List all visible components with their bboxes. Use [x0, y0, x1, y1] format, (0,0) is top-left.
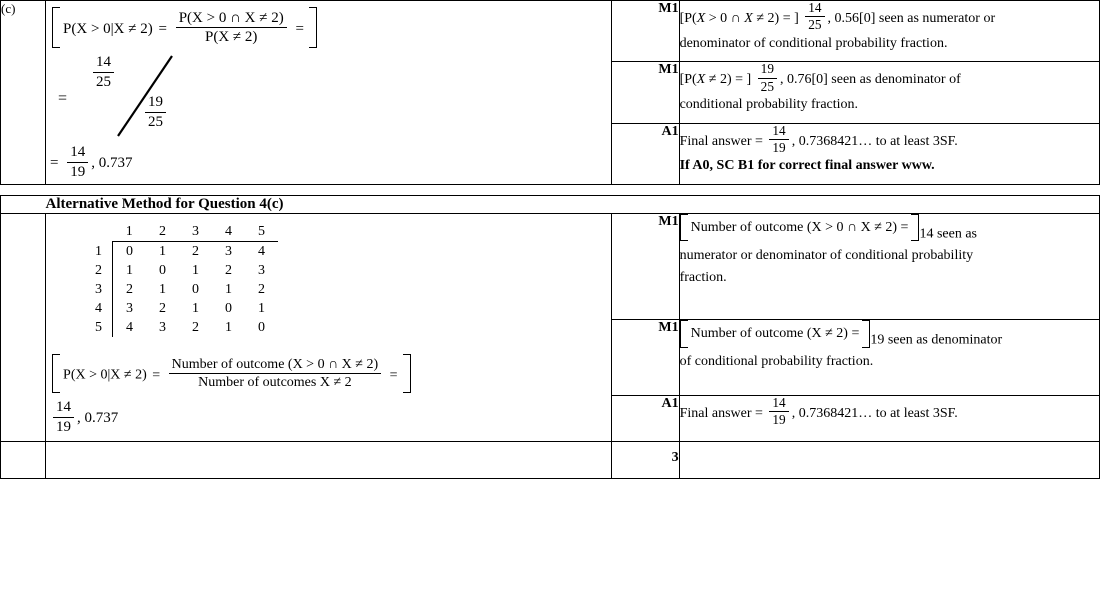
matrix-cell: 4 — [258, 243, 266, 259]
comment-line-1 — [680, 124, 1099, 156]
result-equals: = — [50, 155, 59, 172]
comment-fraction — [769, 124, 788, 156]
comment-tail: , 0.7368421… to at least 3SF. — [791, 405, 958, 421]
mark-code: M1 — [658, 62, 679, 78]
total-label-spacer — [1, 441, 46, 478]
comment-cell — [679, 123, 1099, 184]
alternative-method-table — [0, 195, 1100, 479]
total-comment-spacer — [679, 441, 1099, 478]
alt-count-fraction — [169, 357, 381, 390]
alt-formula-equals: = — [152, 367, 161, 383]
comment-cell — [679, 62, 1099, 123]
matrix-cell: 0 — [192, 281, 200, 297]
comment-prefix: Final answer = — [679, 405, 763, 421]
alt-result-denominator: 19 — [56, 418, 72, 435]
alt-result — [50, 399, 611, 434]
alternative-method-banner: Alternative Method for Question 4(c) — [46, 195, 1100, 213]
matrix-cell: 3 — [258, 262, 266, 278]
row-header: 2 — [95, 262, 103, 278]
compound-upper-numerator: 14 — [93, 54, 114, 72]
total-marks-cell — [611, 441, 679, 478]
column-header: 2 — [146, 222, 179, 242]
table-row — [1, 1, 1100, 62]
comment-prefix: Final answer = — [679, 133, 763, 149]
alt-fraction-denominator: Number of outcomes X ≠ 2 — [198, 375, 352, 391]
total-working-spacer — [46, 441, 612, 478]
comment-tail: , 0.7368421… to at least 3SF. — [791, 133, 958, 149]
comment-line-2: of conditional probability fraction. — [679, 354, 874, 370]
mark-cell — [611, 62, 679, 123]
alt-working-cell — [46, 213, 612, 441]
mark-cell — [611, 123, 679, 184]
alt-result-decimal: 0.737 — [84, 410, 119, 427]
difference-table-row — [82, 318, 278, 337]
comment-line-1 — [680, 62, 1099, 94]
row-header: 4 — [95, 301, 103, 317]
result-numerator: 14 — [67, 144, 88, 162]
conditional-probability-formula — [52, 7, 611, 48]
difference-table-row — [82, 299, 278, 318]
comment-tail: , 0.56[0] seen as numerator or — [827, 11, 996, 27]
matrix-cell: 1 — [159, 243, 167, 259]
comment-line-1 — [680, 214, 1099, 245]
comment-cell — [679, 395, 1099, 441]
matrix-cell: 2 — [192, 320, 200, 336]
left-bracket-icon — [680, 320, 688, 348]
compound-upper-denominator: 25 — [96, 73, 112, 90]
matrix-cell: 1 — [113, 261, 147, 280]
comment-line-1 — [680, 396, 1099, 428]
matrix-cell: 1 — [192, 301, 200, 317]
alt-result-comma: , — [77, 410, 85, 427]
comment-fraction-numerator: 14 — [805, 1, 824, 17]
mark-code: M1 — [658, 1, 679, 16]
comment-fraction-denominator: 25 — [808, 17, 822, 33]
comment-bracket-text: Number of outcome (X ≠ 2) = — [690, 326, 860, 342]
comment-fraction-denominator: 25 — [760, 78, 774, 94]
fraction-numerator: P(X > 0 ∩ X ≠ 2) — [176, 10, 287, 28]
table-gap — [0, 185, 1100, 195]
comment-after: ≠ 2) = ] — [756, 11, 799, 27]
matrix-cell: 0 — [225, 301, 233, 317]
matrix-cell: 1 — [159, 281, 167, 297]
comment-line-1 — [680, 320, 1099, 351]
row-header: 5 — [95, 320, 103, 336]
right-bracket-icon — [403, 354, 411, 393]
table-row — [1, 213, 1100, 319]
mark-cell — [611, 213, 679, 319]
comment-fraction — [805, 1, 824, 33]
difference-table — [82, 222, 278, 337]
alt-fraction-numerator: Number of outcome (X > 0 ∩ X ≠ 2) — [169, 357, 381, 374]
total-marks-value: 3 — [671, 449, 679, 465]
comment-variable-1: X — [696, 72, 706, 88]
comment-fraction-numerator: 14 — [769, 396, 788, 412]
alt-result-fraction — [53, 399, 74, 434]
matrix-cell: 1 — [225, 320, 233, 336]
compound-lower-fraction — [145, 94, 166, 129]
alt-formula-trailing-equals: = — [389, 367, 398, 383]
matrix-cell: 2 — [192, 243, 200, 259]
comment-fraction-denominator: 19 — [772, 412, 786, 428]
column-header: 1 — [113, 222, 147, 242]
comment-line-2: denominator of conditional probability fraction. — [679, 35, 948, 51]
main-working-cell — [46, 1, 612, 185]
question-label-cell — [1, 1, 46, 185]
matrix-cell: 1 — [258, 301, 266, 317]
result-comma: , — [91, 155, 99, 172]
matrix-cell: 1 — [192, 262, 200, 278]
result-fraction — [67, 144, 88, 179]
formula-lhs: P(X > 0|X ≠ 2) — [63, 20, 153, 37]
formula-equals: = — [158, 20, 167, 37]
alt-result-numerator: 14 — [53, 399, 74, 417]
comment-line-1 — [680, 1, 1099, 33]
left-bracket-icon — [680, 214, 688, 242]
mark-cell — [611, 1, 679, 62]
comment-value: 19 — [870, 332, 885, 348]
matrix-cell: 2 — [258, 281, 266, 297]
comment-line-2: numerator or denominator of conditional probability — [679, 247, 974, 263]
compound-fraction — [56, 50, 611, 142]
compound-upper-fraction — [93, 54, 114, 89]
comment-cell — [679, 213, 1099, 319]
comment-cell — [679, 320, 1099, 396]
alt-formula-lhs: P(X > 0|X ≠ 2) — [63, 367, 147, 383]
alt-counting-formula — [52, 354, 611, 393]
compound-equals: = — [58, 90, 68, 108]
column-header: 5 — [245, 222, 278, 242]
matrix-cell: 1 — [225, 281, 233, 297]
fraction-denominator: P(X ≠ 2) — [205, 29, 258, 46]
left-bracket-icon — [52, 354, 60, 393]
comment-line-2: If A0, SC B1 for correct final answer www. — [679, 158, 935, 174]
comment-cell — [679, 1, 1099, 62]
comment-fraction — [758, 62, 777, 94]
matrix-cell: 0 — [113, 241, 147, 261]
comment-tail: seen as denominator — [887, 332, 1003, 348]
main-method-table — [0, 0, 1100, 185]
comment-tail: , 0.76[0] seen as denominator of — [779, 72, 961, 88]
matrix-cell: 2 — [225, 262, 233, 278]
row-header: 3 — [95, 281, 103, 297]
difference-matrix — [82, 222, 278, 337]
mark-code: M1 — [658, 320, 679, 336]
comment-fraction-numerator: 19 — [758, 62, 777, 78]
mark-cell — [611, 395, 679, 441]
mark-code: A1 — [661, 123, 679, 139]
matrix-cell: 3 — [113, 299, 147, 318]
column-header: 3 — [179, 222, 212, 242]
comment-after: ≠ 2) = ] — [708, 72, 752, 88]
mark-code: M1 — [658, 213, 679, 229]
matrix-cell: 2 — [113, 280, 147, 299]
main-result — [48, 144, 611, 179]
comment-fraction-denominator: 19 — [772, 139, 786, 155]
matrix-cell: 4 — [113, 318, 147, 337]
right-bracket-icon — [309, 7, 317, 48]
comment-prefix: [P( — [679, 11, 697, 27]
formula-trailing-equals: = — [295, 20, 304, 37]
matrix-cell: 0 — [258, 320, 266, 336]
comment-tail: seen as — [936, 226, 977, 242]
comment-fraction — [769, 396, 788, 428]
matrix-corner — [82, 222, 113, 242]
difference-table-row — [82, 241, 278, 261]
row-header: 1 — [95, 243, 103, 259]
question-label: (c) — [1, 1, 16, 16]
result-denominator: 19 — [70, 163, 86, 180]
alt-label-cell — [1, 213, 46, 441]
difference-table-row — [82, 280, 278, 299]
matrix-cell: 3 — [159, 320, 167, 336]
result-decimal: 0.737 — [98, 155, 133, 172]
comment-bracket-text: Number of outcome (X > 0 ∩ X ≠ 2) = — [690, 219, 909, 235]
compound-lower-numerator: 19 — [145, 94, 166, 112]
total-marks-row — [1, 441, 1100, 478]
mark-code: A1 — [661, 395, 679, 411]
probability-fraction — [176, 10, 287, 45]
comment-line-3: fraction. — [679, 269, 727, 285]
comment-variable-1: X — [696, 11, 706, 27]
left-bracket-icon — [52, 7, 60, 48]
column-header: 4 — [212, 222, 245, 242]
comment-middle: > 0 ∩ — [708, 11, 741, 27]
compound-lower-denominator: 25 — [148, 113, 164, 130]
difference-table-row — [82, 261, 278, 280]
difference-table-header-row — [82, 222, 278, 242]
comment-fraction-numerator: 14 — [769, 124, 788, 140]
matrix-cell: 2 — [159, 301, 167, 317]
comment-value: 14 — [919, 226, 934, 242]
matrix-cell: 3 — [225, 243, 233, 259]
mark-cell — [611, 320, 679, 396]
alternative-method-banner-row — [1, 195, 1100, 213]
comment-variable-2: X — [744, 11, 753, 27]
comment-prefix: [P( — [679, 72, 697, 88]
comment-line-2: conditional probability fraction. — [679, 96, 859, 112]
matrix-cell: 0 — [159, 262, 167, 278]
